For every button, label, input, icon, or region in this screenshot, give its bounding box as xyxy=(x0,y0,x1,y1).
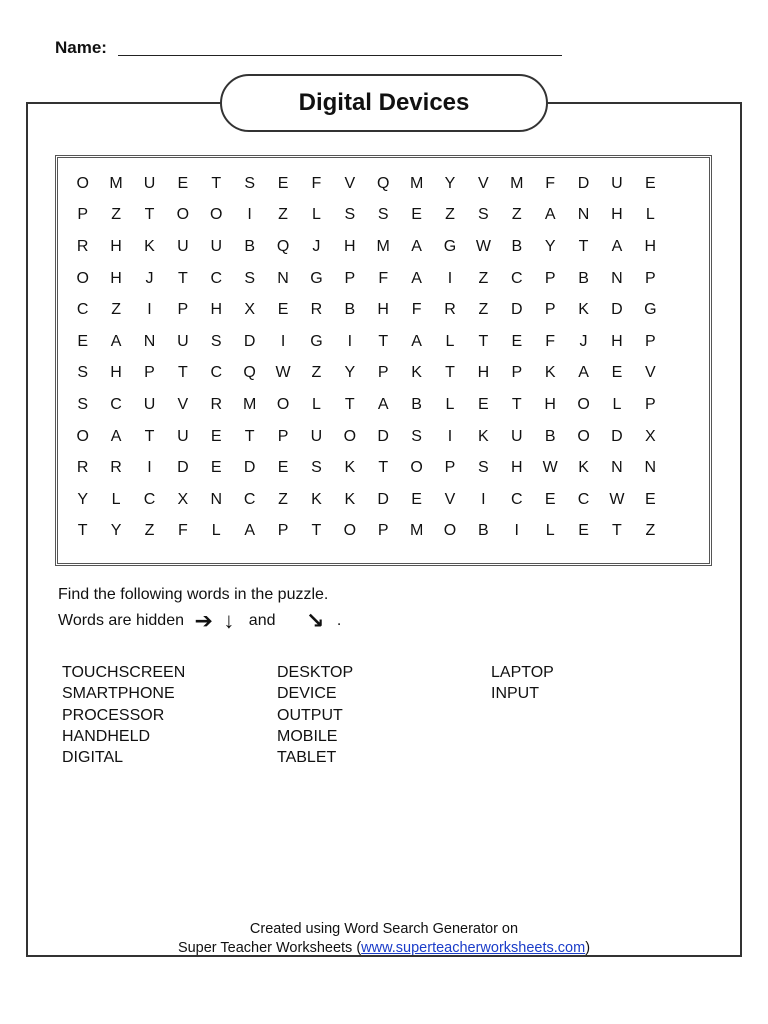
grid-letter: E xyxy=(277,174,289,192)
grid-letter: E xyxy=(544,490,556,508)
grid-letter: E xyxy=(177,174,189,192)
grid-letter: D xyxy=(377,490,389,508)
word-list-column-3 xyxy=(491,662,554,705)
grid-letter: T xyxy=(211,174,222,192)
grid-letter: T xyxy=(244,427,255,445)
grid-letter: D xyxy=(177,459,189,477)
grid-letter: B xyxy=(244,237,255,255)
grid-letter: H xyxy=(110,269,122,287)
name-line[interactable] xyxy=(118,55,562,56)
grid-letter: P xyxy=(177,301,189,319)
grid-letter: I xyxy=(514,522,519,540)
grid-letter: K xyxy=(344,490,356,508)
grid-row xyxy=(66,294,710,326)
grid-letter: L xyxy=(211,522,221,540)
grid-letter: Y xyxy=(77,490,89,508)
footer-prefix: Super Teacher Worksheets ( xyxy=(177,940,362,956)
grid-row xyxy=(66,231,710,263)
grid-letter: C xyxy=(577,490,590,508)
grid-letter: V xyxy=(478,174,489,192)
grid-letter: X xyxy=(177,490,189,508)
grid-letter: S xyxy=(478,459,489,477)
grid-letter: I xyxy=(147,459,152,477)
grid-letter: H xyxy=(644,237,657,255)
grid-letter: O xyxy=(210,206,223,224)
grid-letter: S xyxy=(344,206,356,224)
grid-letter: E xyxy=(645,490,656,508)
grid-letter: H xyxy=(344,237,356,255)
grid-letter: M xyxy=(109,174,123,192)
grid-letter: O xyxy=(410,459,423,477)
grid-letter: X xyxy=(645,427,656,445)
grid-letter: S xyxy=(77,395,89,413)
letter-grid xyxy=(66,168,710,547)
grid-letter: Z xyxy=(278,490,288,508)
grid-letter: U xyxy=(310,427,323,445)
grid-letter: B xyxy=(544,427,556,445)
grid-letter: L xyxy=(445,395,455,413)
grid-letter: T xyxy=(511,395,522,413)
grid-letter: O xyxy=(76,269,89,287)
grid-letter: L xyxy=(645,206,655,224)
grid-letter: A xyxy=(377,395,389,413)
grid-letter: R xyxy=(444,301,456,319)
grid-letter: Y xyxy=(544,237,556,255)
grid-letter: U xyxy=(177,237,189,255)
grid-letter: C xyxy=(210,364,223,382)
grid-letter: T xyxy=(378,332,389,350)
grid-letter: P xyxy=(645,332,656,350)
grid-letter: S xyxy=(411,427,422,445)
grid-letter: F xyxy=(545,332,556,350)
grid-letter: F xyxy=(378,269,389,287)
grid-row xyxy=(66,326,710,358)
grid-letter: I xyxy=(347,332,353,350)
grid-letter: I xyxy=(481,490,486,508)
grid-letter: P xyxy=(544,269,556,287)
grid-letter: F xyxy=(545,174,556,192)
grid-letter: A xyxy=(611,237,623,255)
grid-letter: H xyxy=(110,364,122,382)
grid-letter: T xyxy=(612,522,622,540)
grid-letter: L xyxy=(545,522,555,540)
grid-letter: E xyxy=(645,174,656,192)
grid-letter: P xyxy=(645,269,656,287)
grid-letter: D xyxy=(243,332,256,350)
grid-letter: R xyxy=(310,301,323,319)
grid-letter: I xyxy=(447,427,453,445)
grid-letter: C xyxy=(510,269,523,287)
grid-letter: K xyxy=(578,301,589,319)
grid-letter: P xyxy=(544,301,556,319)
grid-letter: G xyxy=(310,332,323,350)
grid-letter: S xyxy=(311,459,322,477)
grid-letter: O xyxy=(343,427,357,445)
name-label: Name: xyxy=(55,38,107,57)
grid-letter: D xyxy=(611,427,623,445)
list-item: OUTPUT xyxy=(277,706,343,724)
grid-letter: E xyxy=(77,332,89,350)
grid-letter: O xyxy=(176,206,190,224)
grid-letter: N xyxy=(210,490,223,508)
list-item: PROCESSOR xyxy=(62,706,165,724)
list-item: TABLET xyxy=(277,749,337,767)
list-item: DEVICE xyxy=(277,685,337,703)
grid-row xyxy=(66,168,710,200)
footer-line-2 xyxy=(0,939,768,958)
grid-letter: U xyxy=(143,395,156,413)
grid-letter: C xyxy=(243,490,256,508)
grid-letter: Z xyxy=(645,522,656,540)
grid-letter: A xyxy=(411,332,422,350)
grid-letter: H xyxy=(110,237,122,255)
instruction-and: and xyxy=(248,612,276,630)
grid-letter: A xyxy=(244,522,255,540)
page-title: Digital Devices xyxy=(298,89,470,116)
grid-letter: Q xyxy=(376,174,390,192)
footer-link[interactable]: www.superteacherworksheets.com xyxy=(361,940,586,956)
grid-letter: M xyxy=(376,237,390,255)
grid-letter: B xyxy=(578,269,589,287)
grid-letter: N xyxy=(644,459,657,477)
grid-letter: X xyxy=(244,301,255,319)
footer-suffix: ) xyxy=(585,940,591,956)
grid-letter: E xyxy=(411,490,422,508)
grid-letter: G xyxy=(644,301,657,319)
grid-letter: W xyxy=(542,459,558,477)
grid-letter: E xyxy=(277,459,289,477)
grid-letter: J xyxy=(312,237,321,255)
grid-letter: M xyxy=(510,174,524,192)
grid-letter: H xyxy=(611,206,623,224)
grid-letter: V xyxy=(177,395,189,413)
arrow-diagonal-icon: ↘ xyxy=(305,608,325,633)
grid-letter: H xyxy=(611,332,623,350)
grid-letter: E xyxy=(578,522,589,540)
grid-letter: G xyxy=(310,269,323,287)
grid-letter: A xyxy=(578,364,589,382)
grid-letter: T xyxy=(177,269,188,287)
grid-letter: P xyxy=(77,206,89,224)
grid-letter: D xyxy=(577,174,590,192)
grid-letter: E xyxy=(277,301,289,319)
grid-letter: D xyxy=(611,301,623,319)
grid-letter: V xyxy=(444,490,456,508)
grid-letter: L xyxy=(111,490,121,508)
grid-letter: B xyxy=(511,237,523,255)
grid-letter: L xyxy=(311,206,321,224)
grid-letter: E xyxy=(511,332,523,350)
grid-letter: E xyxy=(611,364,623,382)
grid-row xyxy=(66,421,710,453)
grid-letter: S xyxy=(478,206,489,224)
grid-letter: U xyxy=(177,427,189,445)
grid-letter: Z xyxy=(111,206,121,224)
grid-letter: S xyxy=(210,332,222,350)
grid-letter: P xyxy=(377,364,389,382)
grid-letter: F xyxy=(177,522,188,540)
list-item: DIGITAL xyxy=(62,749,124,767)
grid-letter: Y xyxy=(444,174,456,192)
grid-letter: P xyxy=(344,269,356,287)
list-item: TOUCHSCREEN xyxy=(62,664,186,681)
grid-letter: U xyxy=(510,427,523,445)
grid-letter: H xyxy=(544,395,556,413)
grid-letter: L xyxy=(311,395,321,413)
grid-letter: Z xyxy=(478,269,489,287)
grid-row xyxy=(66,358,710,390)
grid-letter: A xyxy=(544,206,556,224)
grid-letter: S xyxy=(244,174,255,192)
grid-letter: D xyxy=(243,459,256,477)
grid-row xyxy=(66,484,710,516)
arrow-right-icon: ➔ xyxy=(194,608,213,633)
footer-line-1: Created using Word Search Generator on xyxy=(249,921,519,937)
grid-row xyxy=(66,263,710,295)
grid-letter: B xyxy=(478,522,489,540)
list-item: HANDHELD xyxy=(62,727,151,745)
grid-letter: B xyxy=(344,301,356,319)
grid-letter: S xyxy=(77,364,89,382)
grid-letter: Z xyxy=(144,522,155,540)
grid-letter: C xyxy=(143,490,156,508)
grid-letter: T xyxy=(144,206,155,224)
grid-letter: T xyxy=(344,395,355,413)
grid-letter: P xyxy=(511,364,523,382)
instruction-prefix: Words are hidden xyxy=(58,612,184,630)
grid-letter: O xyxy=(577,427,590,445)
grid-row xyxy=(66,452,710,484)
grid-letter: M xyxy=(409,522,424,540)
grid-letter: T xyxy=(144,427,155,445)
list-item: SMARTPHONE xyxy=(62,685,175,703)
grid-letter: I xyxy=(147,301,152,319)
grid-letter: L xyxy=(445,332,455,350)
grid-letter: R xyxy=(76,459,89,477)
grid-letter: E xyxy=(411,206,422,224)
title-box xyxy=(220,74,548,132)
grid-letter: N xyxy=(277,269,289,287)
grid-letter: R xyxy=(76,237,89,255)
grid-letter: K xyxy=(411,364,422,382)
grid-letter: P xyxy=(377,522,389,540)
grid-letter: Z xyxy=(278,206,288,224)
grid-letter: N xyxy=(577,206,590,224)
grid-letter: I xyxy=(247,206,252,224)
grid-letter: N xyxy=(611,459,623,477)
grid-letter: Y xyxy=(344,364,356,382)
grid-letter: S xyxy=(377,206,389,224)
grid-letter: J xyxy=(145,269,154,287)
grid-letter: T xyxy=(311,522,322,540)
grid-letter: A xyxy=(110,427,122,445)
grid-letter: H xyxy=(210,301,223,319)
grid-letter: M xyxy=(409,174,424,192)
grid-letter: H xyxy=(510,459,523,477)
grid-letter: A xyxy=(411,237,422,255)
grid-letter: K xyxy=(311,490,322,508)
list-item: DESKTOP xyxy=(277,664,354,681)
word-list-column-2 xyxy=(277,662,353,768)
grid-letter: H xyxy=(477,364,490,382)
grid-letter: S xyxy=(244,269,255,287)
instruction-period: . xyxy=(336,612,342,630)
list-item: INPUT xyxy=(491,685,539,703)
grid-letter: T xyxy=(77,522,88,540)
grid-letter: Z xyxy=(445,206,455,224)
grid-letter: K xyxy=(578,459,589,477)
grid-letter: P xyxy=(444,459,456,477)
grid-letter: T xyxy=(445,364,455,382)
grid-letter: Y xyxy=(110,522,122,540)
grid-letter: O xyxy=(577,395,590,413)
grid-letter: B xyxy=(411,395,422,413)
grid-letter: A xyxy=(411,269,422,287)
grid-letter: W xyxy=(275,364,291,382)
instruction-line-1: Find the following words in the puzzle. xyxy=(58,586,329,603)
grid-letter: W xyxy=(609,490,625,508)
grid-letter: U xyxy=(611,174,623,192)
grid-letter: K xyxy=(144,237,155,255)
grid-letter: Z xyxy=(511,206,522,224)
grid-letter: Z xyxy=(478,301,489,319)
grid-letter: F xyxy=(311,174,322,192)
grid-letter: D xyxy=(377,427,389,445)
grid-letter: N xyxy=(143,332,156,350)
word-list-column-1 xyxy=(62,662,185,768)
grid-letter: G xyxy=(443,237,457,255)
grid-letter: T xyxy=(478,332,489,350)
grid-letter: L xyxy=(612,395,622,413)
grid-row xyxy=(66,516,710,548)
grid-letter: R xyxy=(210,395,223,413)
grid-letter: O xyxy=(343,522,357,540)
grid-letter: P xyxy=(277,427,289,445)
grid-letter: J xyxy=(579,332,588,350)
grid-letter: C xyxy=(510,490,523,508)
grid-letter: Z xyxy=(111,301,121,319)
grid-letter: K xyxy=(544,364,556,382)
grid-letter: V xyxy=(645,364,656,382)
grid-letter: M xyxy=(242,395,257,413)
grid-letter: W xyxy=(475,237,491,255)
grid-letter: E xyxy=(210,459,222,477)
grid-letter: Z xyxy=(311,364,322,382)
grid-letter: I xyxy=(280,332,286,350)
grid-letter: H xyxy=(377,301,389,319)
grid-letter: D xyxy=(510,301,523,319)
grid-letter: U xyxy=(210,237,223,255)
list-item: LAPTOP xyxy=(491,664,554,681)
grid-letter: C xyxy=(76,301,89,319)
grid-letter: O xyxy=(443,522,457,540)
grid-letter: R xyxy=(110,459,122,477)
grid-letter: P xyxy=(645,395,656,413)
grid-letter: F xyxy=(411,301,422,319)
grid-letter: O xyxy=(276,395,290,413)
grid-letter: I xyxy=(447,269,453,287)
grid-letter: Q xyxy=(276,237,290,255)
grid-letter: N xyxy=(611,269,623,287)
list-item: MOBILE xyxy=(277,727,338,745)
grid-row xyxy=(66,200,710,232)
grid-letter: Q xyxy=(243,364,256,382)
grid-letter: U xyxy=(177,332,189,350)
grid-letter: C xyxy=(210,269,223,287)
footer xyxy=(0,920,768,958)
grid-letter: P xyxy=(144,364,155,382)
grid-letter: O xyxy=(76,174,89,192)
arrow-down-icon: ↓ xyxy=(223,608,235,633)
grid-letter: T xyxy=(378,459,389,477)
instruction-line-2 xyxy=(58,608,341,634)
grid-letter: E xyxy=(210,427,222,445)
grid-letter: V xyxy=(344,174,356,192)
grid-row xyxy=(66,389,710,421)
grid-letter: A xyxy=(110,332,122,350)
grid-letter: P xyxy=(277,522,289,540)
grid-letter: T xyxy=(578,237,589,255)
grid-letter: E xyxy=(478,395,489,413)
grid-letter: U xyxy=(143,174,156,192)
grid-letter: K xyxy=(478,427,489,445)
grid-letter: T xyxy=(177,364,188,382)
grid-letter: C xyxy=(110,395,122,413)
grid-letter: K xyxy=(344,459,356,477)
grid-letter: O xyxy=(76,427,89,445)
